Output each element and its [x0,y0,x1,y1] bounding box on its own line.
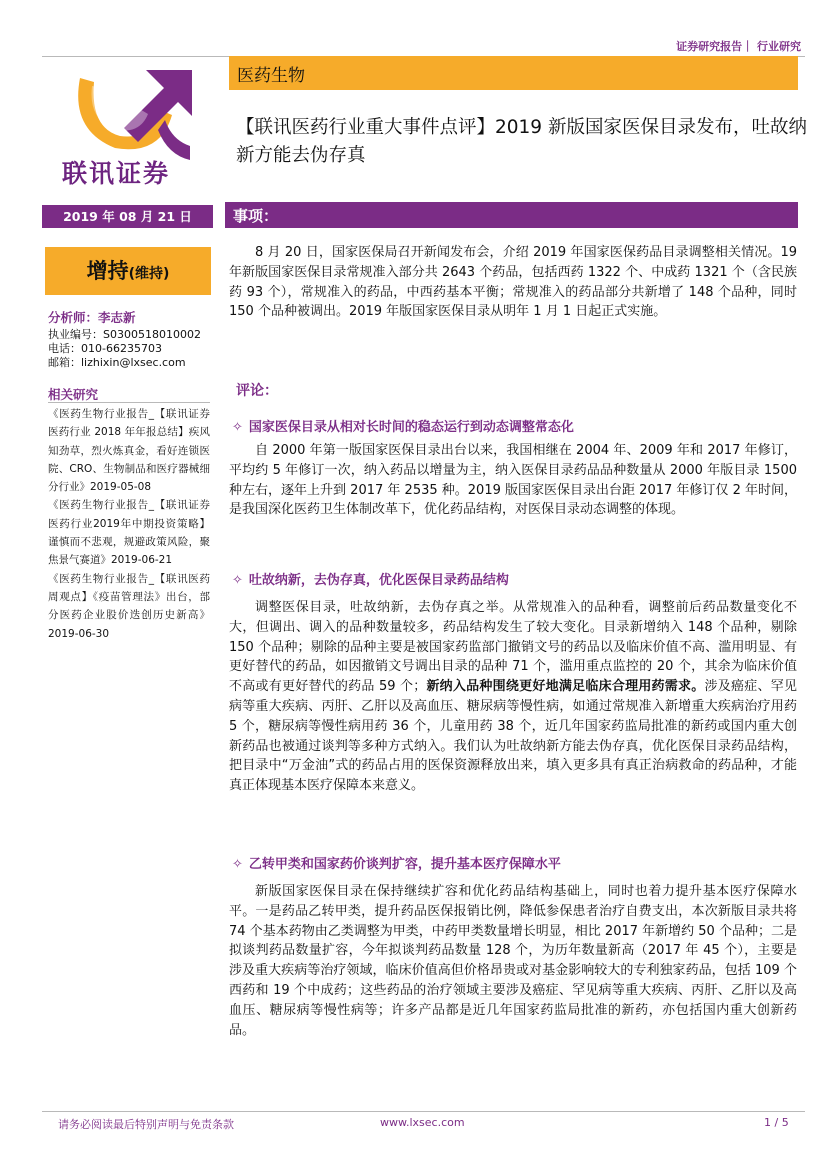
rating-box [45,247,211,295]
event-bar [225,202,798,228]
section-1-heading [232,416,574,435]
event-label: 事项： [233,207,279,225]
section-2-heading [232,569,509,588]
analyst-name: 分析师：李志新 [48,310,136,325]
section-3-paragraph: 新版国家医保目录在保持继续扩容和优化药品结构基础上，同时也着力提升基本医疗保障水平。一是药品乙转甲类，提升药品医保报销比例，降低参保患者治疗自费支出，本次新版目录共将 74 个基本药物由乙类调整为甲类，中药甲类数量增长明显，相比 2017 年新增约 50 个品种；二是拟谈判药品数量扩容，今年拟谈判药品数量 128 个，为历年数量新高（2017 年 45 个），主要是涉及重大疾病等治疗领域，临床价值高但价格昂贵或对基金影响较大的专利独家药品，包括 109 个西药和 19 个中成药；这些药品的治疗领域主要涉及癌症、罕见病等重大疾病、丙肝、乙肝以及高血压、糖尿病等慢性病等；许多产品都是近几年国家药监局批准的新药，亦包括国内重大创新药品。 [229,884,797,1038]
analyst-license: 执业编号：S0300518010002 [48,328,201,341]
sector-label: 医药生物 [237,66,305,86]
section-2-paragraph [229,598,797,796]
footer-website[interactable]: www.lxsec.com [380,1116,465,1129]
section-3-heading [232,853,561,872]
section-3-title: 乙转甲类和国家药价谈判扩容，提升基本医疗保障水平 [248,857,561,872]
related-research-label: 相关研究 [48,387,99,402]
diamond-icon: ✧ [232,420,243,435]
sector-bar [229,56,798,90]
footer-divider [42,1111,805,1112]
analyst-phone: 电话：010-66235703 [48,342,162,355]
brand-name: 联讯证券 [62,159,171,188]
comment-label: 评论： [236,383,278,399]
related-item[interactable]: 《医药生物行业报告_【联讯医药周观点】《疫苗管理法》出台，部分医药企业股价迭创历史新高》2019-06-30 [48,572,210,640]
related-divider [48,402,210,403]
section-2-highlight: 新纳入品种围绕更好地满足临床合理用药需求。 [426,679,705,695]
diamond-icon: ✧ [232,857,243,872]
section-2-text-b: 涉及癌症、罕见病等重大疾病、丙肝、乙肝以及高血压、糖尿病等慢性病，如通过常规准入新增重大疾病治疗用药 5 个，糖尿病等慢性病用药 36 个，儿童用药 38 个，近几年国家药监局批准的新药或国内重大创新药品也被通过谈判等多种方式纳入。我们认为吐故纳新方能去伪存真，优化医保目录药品结构，把目录中“万金油”式的药品占用的医保资源释放出来，填入更多具有真正治病救命的药品种，才能真正体现基本医疗保障本来意义。 [229,679,797,794]
footer-page-number: 1 / 5 [764,1116,789,1129]
event-paragraph: 8 月 20 日，国家医保局召开新闻发布会，介绍 2019 年国家医保药品目录调整相关情况。19 年新版国家医保目录常规准入部分共 2643 个药品，包括西药 1322 个、中成药 1321 个（含民族药 93 个），常规准入的药品，中西药基本平衡；常规准入的药品部分共新增了 148 个品种，同时 150 个品种被调出。2019 年版国家医保目录从明年 1 月 1 日起正式实施。 [229,245,797,320]
report-title: 【联讯医药行业重大事件点评】2019 新版国家医保目录发布，吐故纳新方能去伪存真 [236,117,807,166]
report-type: 证券研究报告｜ 行业研究 [676,40,801,53]
section-2-text-a: 调整医保目录，吐故纳新，去伪存真之举。从常规准入的品种看，调整前后药品数量变化不大，但调出、调入的品种数量较多，药品结构发生了较大变化。目录新增纳入 148 个品种，剔除 150 个品种；剔除的品种主要是被国家药监部门撤销文号的药品以及临床价值不高、滥用明显、有更好替代的药品，如因撤销文号调出目录的品种 71 个，滥用重点监控的 20 个，其余为临床价值不高或有更好替代的药品 59 个； [229,600,797,695]
related-item[interactable]: 《医药生物行业报告_【联讯证券医药行业 2018 年年报总结】疾风知劲草，烈火炼真金，看好连锁医院、CRO、生物制品和医疗器械细分行业》2019-05-08 [48,408,210,494]
section-2-title: 吐故纳新，去伪存真，优化医保目录药品结构 [248,573,509,588]
diamond-icon: ✧ [232,573,243,588]
related-research-list [48,405,210,643]
related-item[interactable]: 《医药生物行业报告_【联讯证券医药行业2019年中期投资策略】谨慎而不悲观，规避政策风险，聚焦景气赛道》2019-06-21 [48,499,210,567]
section-1-title: 国家医保目录从相对长时间的稳态运行到动态调整常态化 [248,420,574,435]
analyst-email[interactable]: 邮箱：lizhixin@lxsec.com [48,356,186,369]
report-date: 2019 年 08 月 21 日 [42,205,213,228]
rating-main: 增持 [86,259,129,283]
footer-disclaimer[interactable]: 请务必阅读最后特别声明与免责条款 [58,1118,234,1131]
section-1-paragraph: 自 2000 年第一版国家医保目录出台以来，我国相继在 2004 年、2009 年和 2017 年修订，平均约 5 年修订一次，纳入药品以增量为主，纳入医保目录药品品种数量从 2000 年版目录 1500 种左右，逐年上升到 2017 年 2535 种。2019 版国家医保目录出台距 2017 年修订仅 2 年时间，是我国深化医药卫生体制改革下，优化药品结构，对医保目录动态调整的体现。 [229,443,797,518]
rating-sub: (维持) [128,266,170,282]
